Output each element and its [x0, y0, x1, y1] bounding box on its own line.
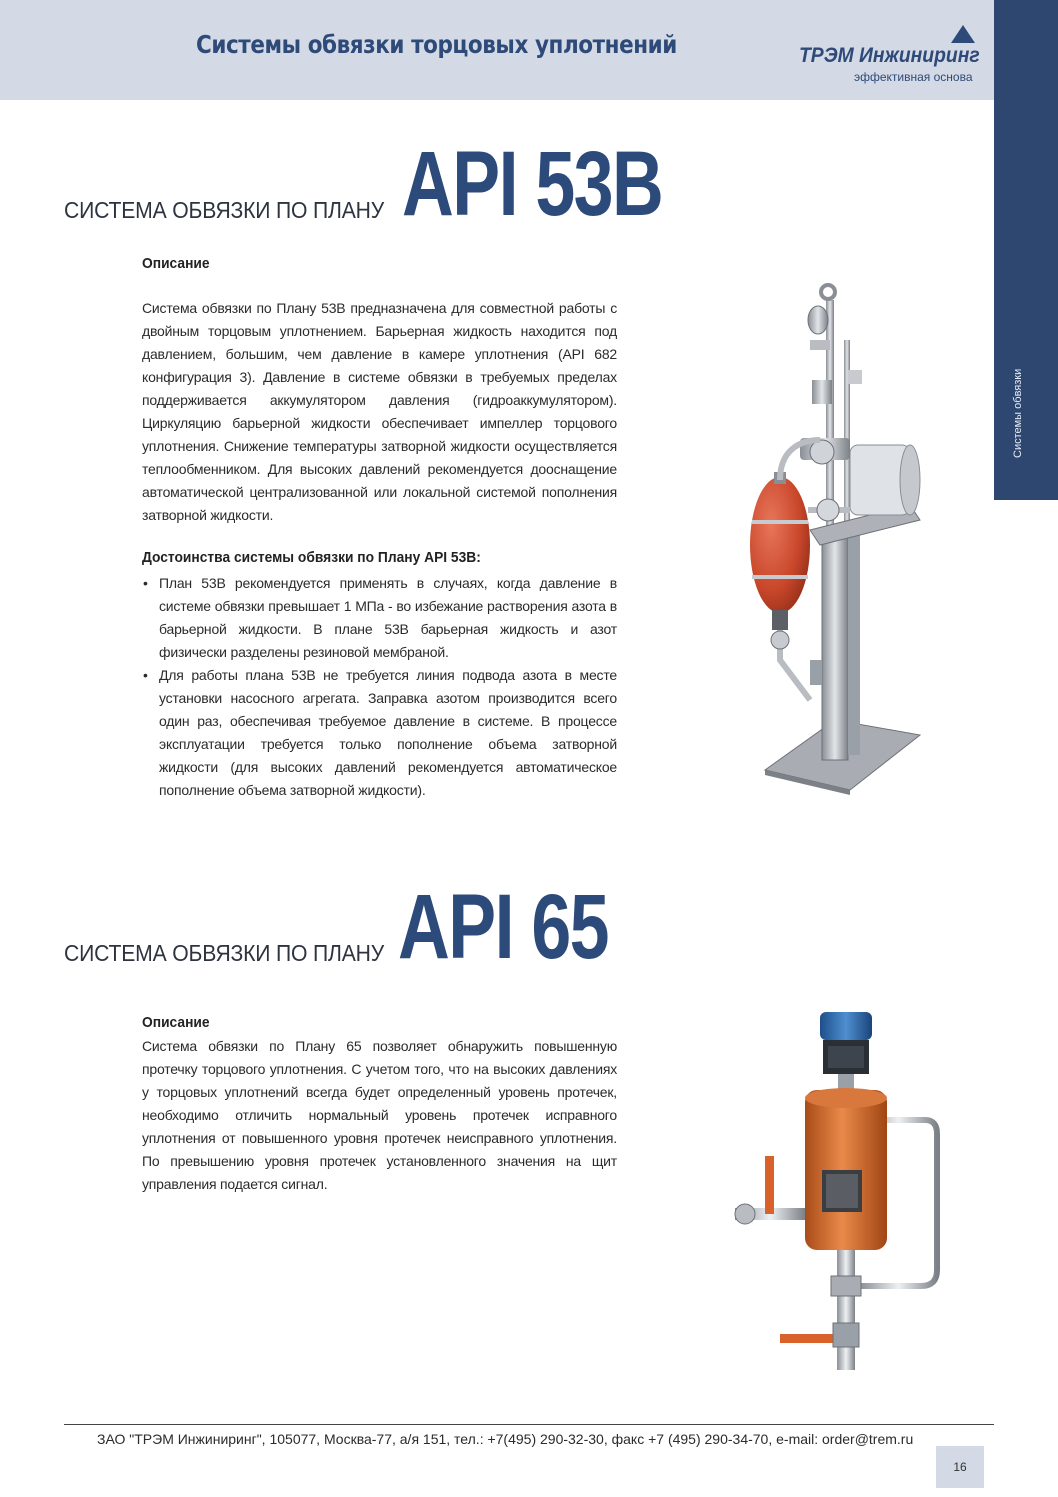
section1-advantages-heading: Достоинства системы обвязки по Плану API 53B:	[142, 549, 481, 566]
section2-description: Система обвязки по Плану 65 позволяет обнаружить повышенную протечку торцового уплотнения. С учетом того, что на высоких давлениях у торцовых уплотнений всегда будет определенный уровень протечек, необходимо отличить нормальный уровень протечек исправного уплотнения от повышенного уровня протечек неисправного уплотнения. По превышению уровня протечек установленного значения на щит управления подается сигнал.	[142, 1038, 617, 1192]
side-tab-label: Системы обвязки	[1012, 368, 1024, 458]
section1-description: Система обвязки по Плану 53В предназначена для совместной работы с двойным торцовым уплотнением. Барьерная жидкость находится под давлением, большим, чем давление в камере уплотнения (API 682 конфигурация 3). Давление в системе обвязки в требуемых пределах поддерживается аккумулятором давления (гидроаккумулятором). Циркуляцию барьерной жидкости обеспечивает импеллер торцового уплотнения. Снижение температуры затворной жидкости осуществляется теплообменником. Для высоких давлений рекомендуется дооснащение автоматической централизованной или локальной системой пополнения затворной жидкости.	[142, 300, 617, 523]
section1-plan-code: API 53B	[402, 133, 663, 235]
list-item: • План 53В рекомендуется применять в случаях, когда давление в системе обвязки превышает 1 МПа - во избежание растворения азота в барьерной жидкости. В плане 53В барьерная жидкость и азот физически разделены резиновой мембраной.	[142, 572, 617, 664]
footer-divider	[64, 1424, 994, 1425]
api53b-system-photo	[740, 280, 940, 800]
section2-plan-code: API 65	[398, 876, 609, 978]
section2-plan-label: СИСТЕМА ОБВЯЗКИ ПО ПЛАНУ	[64, 940, 385, 966]
logo-tagline: эффективная основа	[854, 70, 973, 84]
api65-vessel-photo	[725, 1008, 945, 1378]
logo-name: ТРЭМ Инжиниринг	[799, 44, 980, 67]
footer-contacts: ЗАО "ТРЭМ Инжиниринг", 105077, Москва-77, а/я 151, тел.: +7(495) 290-32-30, факс +7 (495) 290-34-70, e-mail: order@trem.ru	[97, 1431, 914, 1447]
page-number: 16	[936, 1446, 984, 1488]
section1-description-heading: Описание	[142, 255, 210, 272]
page-title: Системы обвязки торцовых уплотнений	[196, 30, 677, 59]
list-item: • Для работы плана 53В не требуется линия подвода азота в месте установки насосного агрегата. Заправка азотом производится всего один раз, обеспечивая требуемое давление в системе. В процессе эксплуатации требуется только пополнение объема затворной жидкости (для высоких давлений рекомендуется автоматическое пополнение объема затворной жидкости).	[142, 664, 617, 802]
company-logo	[796, 24, 986, 88]
side-tab	[994, 0, 1058, 500]
logo-triangle-icon	[950, 24, 976, 44]
advantages-list	[142, 572, 617, 802]
section1-plan-label: СИСТЕМА ОБВЯЗКИ ПО ПЛАНУ	[64, 197, 385, 223]
section2-description-heading: Описание	[142, 1014, 210, 1031]
